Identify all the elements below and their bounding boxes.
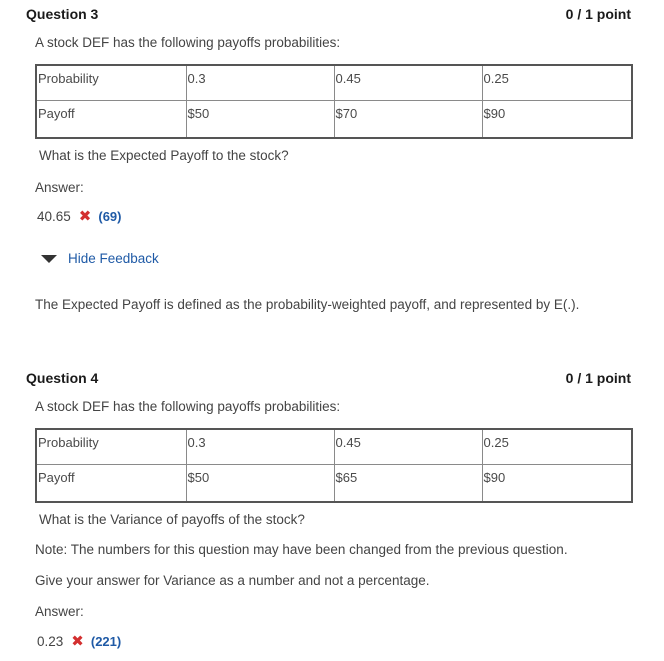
x-mark-icon: ✖ — [71, 633, 84, 650]
answer-id: (221) — [90, 634, 122, 649]
question-3-payoff-table — [35, 64, 633, 139]
table-cell: $50 — [186, 464, 334, 502]
question-4-instruction: Give your answer for Variance as a number and not a percentage. — [35, 573, 430, 588]
triangle-down-icon — [41, 255, 57, 263]
table-cell: Probability — [36, 429, 186, 464]
question-4-note: Note: The numbers for this question may have been changed from the previous question. — [35, 542, 568, 557]
question-3-answer-label: Answer: — [35, 180, 84, 195]
table-row — [36, 429, 632, 464]
question-3-prompt: What is the Expected Payoff to the stock? — [39, 148, 289, 163]
table-cell: $90 — [482, 464, 632, 502]
question-4-prompt: What is the Variance of payoffs of the stock? — [39, 512, 305, 527]
table-cell: Payoff — [36, 100, 186, 138]
table-cell: 0.3 — [186, 65, 334, 100]
table-cell: $90 — [482, 100, 632, 138]
answer-id: (69) — [98, 209, 122, 224]
question-4-title: Question 4 — [26, 370, 99, 386]
table-cell: 0.45 — [334, 429, 482, 464]
hide-feedback-label: Hide Feedback — [68, 251, 159, 266]
table-cell: $65 — [334, 464, 482, 502]
question-3-intro: A stock DEF has the following payoffs probabilities: — [35, 35, 341, 50]
answer-value: 40.65 — [37, 209, 71, 224]
table-row — [36, 100, 632, 138]
question-4-intro: A stock DEF has the following payoffs probabilities: — [35, 399, 341, 414]
answer-value: 0.23 — [37, 634, 64, 649]
table-cell: 0.25 — [482, 65, 632, 100]
question-4-payoff-table — [35, 428, 633, 503]
table-cell: 0.45 — [334, 65, 482, 100]
x-mark-icon: ✖ — [78, 208, 92, 225]
table-cell: $70 — [334, 100, 482, 138]
question-3-points: 0 / 1 point — [565, 6, 631, 22]
table-cell: 0.25 — [482, 429, 632, 464]
question-3-answer — [37, 209, 122, 224]
question-3-feedback-text: The Expected Payoff is defined as the probability-weighted payoff, and represented by E(.). — [35, 297, 580, 312]
question-4-answer — [37, 634, 121, 649]
question-4-answer-label: Answer: — [35, 604, 84, 619]
table-cell: $50 — [186, 100, 334, 138]
table-row — [36, 464, 632, 502]
table-cell: Payoff — [36, 464, 186, 502]
table-cell: Probability — [36, 65, 186, 100]
question-4-points: 0 / 1 point — [565, 370, 631, 386]
table-cell: 0.3 — [186, 429, 334, 464]
hide-feedback-toggle[interactable] — [41, 251, 159, 266]
table-row — [36, 65, 632, 100]
question-3-title: Question 3 — [26, 6, 99, 22]
